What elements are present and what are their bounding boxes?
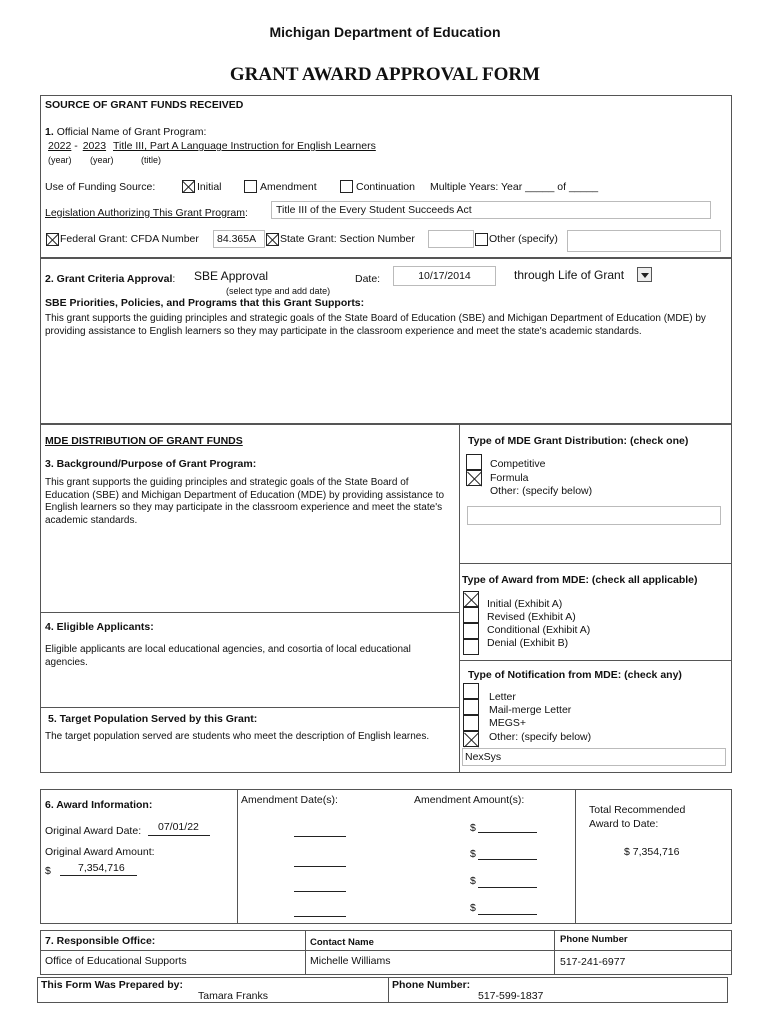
criteria-colon: : [172, 273, 176, 285]
notification-heading: Type of Notification from MDE: (check any) [468, 669, 682, 681]
phone-value: 517-241-6977 [560, 956, 626, 968]
type-other-field[interactable] [467, 506, 721, 525]
prepared-divider [388, 977, 389, 1003]
sub-year2: (year) [90, 155, 114, 165]
office-divider-2 [554, 930, 555, 975]
competitive-label: Competitive [490, 458, 546, 470]
criteria-heading: 2. Grant Criteria Approval [45, 273, 173, 285]
amendment-dollar-1: $ [470, 822, 476, 834]
office-heading: 7. Responsible Office: [45, 935, 156, 947]
award-denial-label: Denial (Exhibit B) [487, 637, 569, 649]
notif-other-label: Other: (specify below) [489, 731, 592, 743]
competitive-checkbox[interactable] [466, 454, 482, 470]
office-mid-line [40, 950, 732, 951]
award-info-heading: 6. Award Information: [45, 799, 153, 811]
original-amount-line [60, 875, 137, 876]
phone-label: Phone Number [560, 934, 628, 945]
type-distribution-heading: Type of MDE Grant Distribution: (check one) [468, 435, 689, 447]
legislation-colon: : [245, 207, 248, 219]
award-type-heading: Type of Award from MDE: (check all applicable) [462, 574, 698, 586]
sub-year1: (year) [48, 155, 72, 165]
select-hint: (select type and add date) [226, 286, 331, 296]
prepared-name: Tamara Franks [198, 990, 269, 1002]
legislation-row [45, 207, 248, 219]
amendment-amount-line-2[interactable] [478, 859, 537, 860]
office-value: Office of Educational Supports [45, 955, 187, 967]
program-title[interactable]: Title III, Part A Language Instruction for English Learners [112, 140, 376, 152]
target-text: The target population served are students who meet the description of English learnes. [45, 731, 430, 742]
legislation-value: Title III of the Every Student Succeeds Act [276, 204, 472, 216]
funding-amendment-label: Amendment [260, 181, 317, 193]
federal-grant-label: Federal Grant: CFDA Number [60, 233, 199, 245]
department-title: Michigan Department of Education [269, 24, 501, 40]
contact-label: Contact Name [310, 937, 374, 948]
state-section-field[interactable] [428, 230, 474, 248]
award-divider-1 [237, 789, 238, 924]
award-initial-label: Initial (Exhibit A) [487, 598, 563, 610]
amendment-dates-label: Amendment Date(s): [241, 794, 338, 806]
prepared-phone-value: 517-599-1837 [478, 990, 544, 1002]
award-conditional-label: Conditional (Exhibit A) [487, 624, 591, 636]
eligible-heading: 4. Eligible Applicants: [45, 621, 154, 633]
date-label: Date: [355, 273, 381, 285]
funding-label: Use of Funding Source: [45, 181, 156, 193]
amendment-date-line-3[interactable] [294, 891, 346, 892]
multiple-years-label: Multiple Years: Year _____ of _____ [430, 181, 599, 193]
notif-megs-label: MEGS+ [489, 717, 527, 729]
notif-other-checkbox[interactable] [463, 731, 479, 747]
amendment-amounts-label: Amendment Amount(s): [414, 794, 525, 806]
award-revised-label: Revised (Exhibit A) [487, 611, 576, 623]
federal-grant-checkbox[interactable] [46, 233, 59, 246]
prepared-phone-label: Phone Number: [392, 979, 471, 991]
amendment-dollar-3: $ [470, 875, 476, 887]
notif-mailmerge-checkbox[interactable] [463, 699, 479, 715]
funding-amendment-checkbox[interactable] [244, 180, 257, 193]
award-type-top-line [459, 563, 732, 564]
type-other-label: Other: (specify below) [490, 485, 593, 497]
approval-value[interactable]: SBE Approval [194, 269, 269, 283]
year-dash: - [74, 140, 78, 152]
through-value[interactable]: through Life of Grant [514, 268, 625, 282]
sub-title: (title) [141, 155, 161, 165]
formula-checkbox[interactable] [466, 470, 482, 486]
award-initial-checkbox[interactable] [463, 591, 479, 607]
notif-other-field[interactable] [462, 748, 726, 766]
notif-top-line [459, 660, 732, 661]
original-date-value[interactable]: 07/01/22 [158, 821, 199, 833]
contact-value: Michelle Williams [310, 955, 391, 967]
notif-other-value: NexSys [465, 751, 502, 763]
distribution-heading: MDE DISTRIBUTION OF GRANT FUNDS [45, 435, 243, 447]
amendment-dollar-2: $ [470, 848, 476, 860]
other-specify-field[interactable] [567, 230, 721, 252]
notif-mailmerge-label: Mail-merge Letter [489, 704, 572, 716]
target-heading: 5. Target Population Served by this Grant: [48, 713, 258, 725]
criteria-heading-row [45, 273, 175, 285]
through-dropdown-icon[interactable] [637, 267, 652, 282]
total-label: Total Recommended Award to Date: [589, 804, 686, 830]
original-amount-dollar: $ [45, 865, 51, 877]
state-grant-label: State Grant: Section Number [280, 233, 415, 245]
year-end[interactable]: 2023 [82, 140, 107, 152]
award-denial-checkbox[interactable] [463, 639, 479, 655]
funding-initial-checkbox[interactable] [182, 180, 195, 193]
original-date-label: Original Award Date: [45, 825, 142, 837]
original-amount-label: Original Award Amount: [45, 846, 155, 858]
funding-initial-label: Initial [197, 181, 222, 193]
amendment-dollar-4: $ [470, 902, 476, 914]
distribution-divider [459, 424, 460, 773]
prepared-label: This Form Was Prepared by: [41, 979, 183, 991]
form-title: GRANT AWARD APPROVAL FORM [229, 64, 541, 85]
amendment-amount-line-1[interactable] [478, 832, 537, 833]
original-date-line [148, 835, 210, 836]
funding-continuation-label: Continuation [356, 181, 415, 193]
priorities-text: This grant supports the guiding principles and strategic goals of the State Board of Education (SBE) and Michigan Department of Education (MDE) by providing assistance to English learners so they may participate in the classroom experience and meet the state's academic standards. [45, 313, 706, 337]
award-conditional-checkbox[interactable] [463, 623, 479, 639]
award-revised-checkbox[interactable] [463, 607, 479, 623]
other-specify-checkbox[interactable] [475, 233, 488, 246]
target-top-line [40, 707, 459, 708]
source-heading: SOURCE OF GRANT FUNDS RECEIVED [45, 99, 244, 111]
cfda-value: 84.365A [217, 233, 257, 245]
other-specify-label: Other (specify) [489, 233, 558, 245]
year-start[interactable]: 2022 [48, 140, 72, 152]
notif-letter-label: Letter [489, 691, 516, 703]
eligible-text: Eligible applicants are local educational agencies, and cosortia of local educational agencies. [45, 644, 411, 668]
background-text: This grant supports the guiding principles and strategic goals of the State Board of Education (SBE) and Michigan Department of Education (MDE) by providing assistance to English learners so they may participate in the classroom experience and meet the state's academic standards. [45, 477, 445, 526]
item1-label: Official Name of Grant Program: [56, 126, 207, 138]
amendment-date-line-4[interactable] [294, 916, 346, 917]
date-value: 10/17/2014 [418, 270, 471, 282]
notif-letter-checkbox[interactable] [463, 683, 479, 699]
legislation-label: Legislation Authorizing This Grant Program [45, 207, 245, 219]
original-amount-value[interactable]: 7,354,716 [78, 862, 125, 874]
amendment-amount-line-4[interactable] [478, 914, 537, 915]
notif-megs-checkbox[interactable] [463, 715, 479, 731]
program-name-row [48, 140, 376, 152]
amendment-date-line-1[interactable] [294, 836, 346, 837]
office-divider-1 [305, 930, 306, 975]
amendment-amount-line-3[interactable] [478, 887, 537, 888]
item1-number: 1. [45, 126, 54, 138]
funding-continuation-checkbox[interactable] [340, 180, 353, 193]
formula-label: Formula [490, 472, 529, 484]
background-heading: 3. Background/Purpose of Grant Program: [45, 458, 257, 470]
total-value: $ 7,354,716 [624, 846, 680, 858]
item1-label-row [45, 126, 206, 138]
award-divider-2 [575, 789, 576, 924]
eligible-top-line [40, 612, 459, 613]
amendment-date-line-2[interactable] [294, 866, 346, 867]
priorities-heading: SBE Priorities, Policies, and Programs that this Grant Supports: [45, 297, 365, 309]
state-grant-checkbox[interactable] [266, 233, 279, 246]
